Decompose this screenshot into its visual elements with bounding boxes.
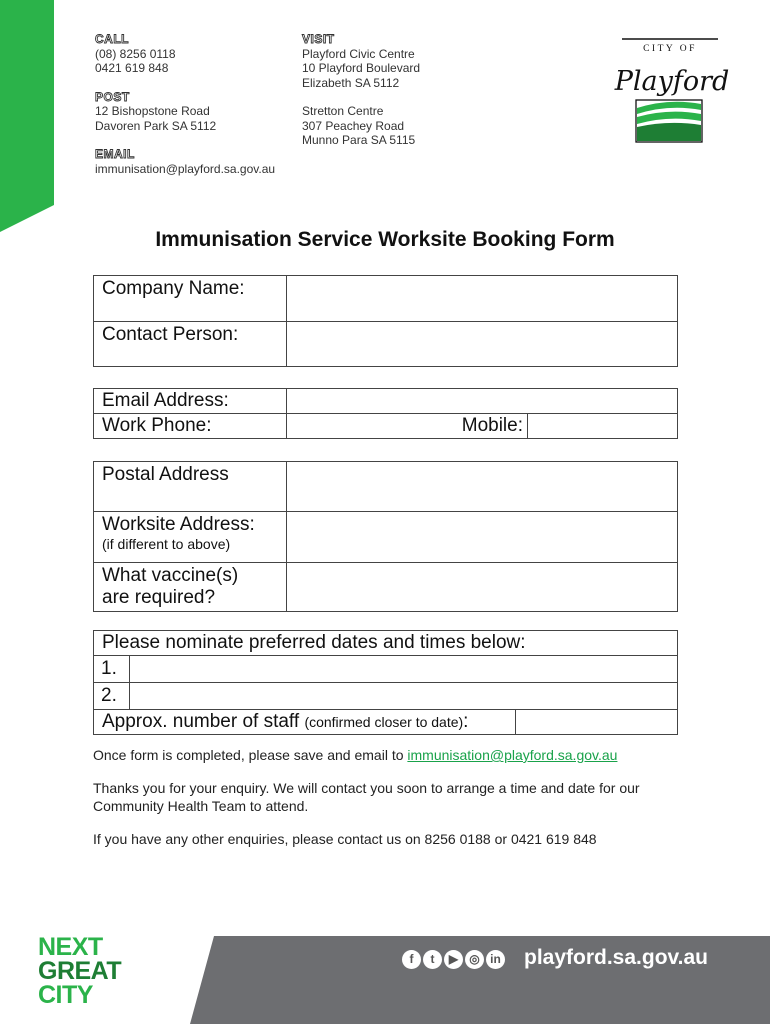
page-title: Immunisation Service Worksite Booking Form <box>155 228 615 251</box>
address-table <box>93 461 678 612</box>
instagram-icon[interactable]: ◎ <box>465 950 484 969</box>
mobile-label: Mobile: <box>444 414 528 439</box>
facebook-icon[interactable]: f <box>402 950 421 969</box>
postal-address-label: Postal Address <box>94 462 287 512</box>
call-line: (08) 8256 0118 <box>95 46 176 61</box>
worksite-address-label: Worksite Address: <box>102 514 255 535</box>
date-option-2-field[interactable] <box>130 683 678 710</box>
dates-heading: Please nominate preferred dates and times below: <box>94 631 678 656</box>
contact-column-left <box>95 32 275 176</box>
stretton-line: 307 Peachey Road <box>302 118 405 133</box>
work-phone-field[interactable] <box>287 414 444 439</box>
contact-person-label: Contact Person: <box>94 322 287 367</box>
date-option-number: 2. <box>94 683 130 710</box>
post-heading: POST <box>95 89 130 104</box>
visit-heading: VISIT <box>302 32 335 46</box>
email-address[interactable]: immunisation@playford.sa.gov.au <box>95 161 276 176</box>
vaccines-label-line1: What vaccine(s) <box>102 565 239 586</box>
post-line: 12 Bishopstone Road <box>95 104 210 118</box>
vaccines-field[interactable] <box>287 563 678 612</box>
email-address-label: Email Address: <box>94 389 287 414</box>
logo-playford: Playford <box>614 66 730 97</box>
enquiries-paragraph: If you have any other enquiries, please contact us on 8256 0188 or 0421 619 848 <box>93 831 597 847</box>
worksite-address-note: (if different to above) <box>102 536 231 552</box>
thanks-paragraph: Thanks you for your enquiry. We will contact you soon to arrange a time and date for our Community Health Team to attend. <box>93 780 640 814</box>
work-phone-label: Work Phone: <box>94 414 287 439</box>
save-email-instruction: Once form is completed, please save and email to immunisation@playford.sa.gov.au <box>93 747 618 763</box>
call-line: 0421 619 848 <box>95 61 169 75</box>
stretton-line: Munno Para SA 5115 <box>302 133 416 147</box>
call-heading: CALL <box>95 32 129 46</box>
post-line: Davoren Park SA 5112 <box>95 118 217 133</box>
mobile-field[interactable] <box>528 414 678 439</box>
visit-line: Playford Civic Centre <box>302 46 415 61</box>
twitter-icon[interactable]: t <box>423 950 442 969</box>
visit-line: Elizabeth SA 5112 <box>302 75 400 90</box>
brand-line-great: GREAT <box>38 957 122 985</box>
contact-details-table <box>93 388 678 439</box>
contact-column-right <box>302 32 420 148</box>
social-icons <box>402 950 507 970</box>
postal-address-field[interactable] <box>287 462 678 512</box>
company-name-label: Company Name: <box>94 276 287 322</box>
brand-line-next: NEXT <box>38 933 103 961</box>
visit-line: 10 Playford Boulevard <box>302 61 421 75</box>
worksite-address-field[interactable] <box>287 512 678 563</box>
logo-city-of: CITY OF <box>643 44 697 54</box>
company-table <box>93 275 678 367</box>
staff-count-colon: : <box>463 711 469 732</box>
date-option-1-field[interactable] <box>130 656 678 683</box>
email-heading: EMAIL <box>95 147 135 161</box>
dates-table <box>93 630 678 735</box>
contact-person-field[interactable] <box>287 322 678 367</box>
city-of-playford-logo <box>612 36 732 144</box>
next-great-city-brand <box>38 935 148 1007</box>
staff-count-note: (confirmed closer to date) <box>304 714 464 730</box>
company-name-field[interactable] <box>287 276 678 322</box>
linkedin-icon[interactable]: in <box>486 950 505 969</box>
stretton-line: Stretton Centre <box>302 104 384 118</box>
staff-count-field[interactable] <box>516 710 678 735</box>
green-corner-tab <box>0 0 54 232</box>
footer-website-link[interactable]: playford.sa.gov.au <box>524 946 708 969</box>
staff-count-label: Approx. number of staff <box>102 711 300 732</box>
email-link[interactable]: immunisation@playford.sa.gov.au <box>407 747 618 763</box>
vaccines-label-line2: are required? <box>102 587 216 608</box>
date-option-number: 1. <box>94 656 130 683</box>
youtube-icon[interactable]: ▶ <box>444 950 463 969</box>
brand-line-city: CITY <box>38 981 93 1009</box>
email-address-field[interactable] <box>287 389 678 414</box>
